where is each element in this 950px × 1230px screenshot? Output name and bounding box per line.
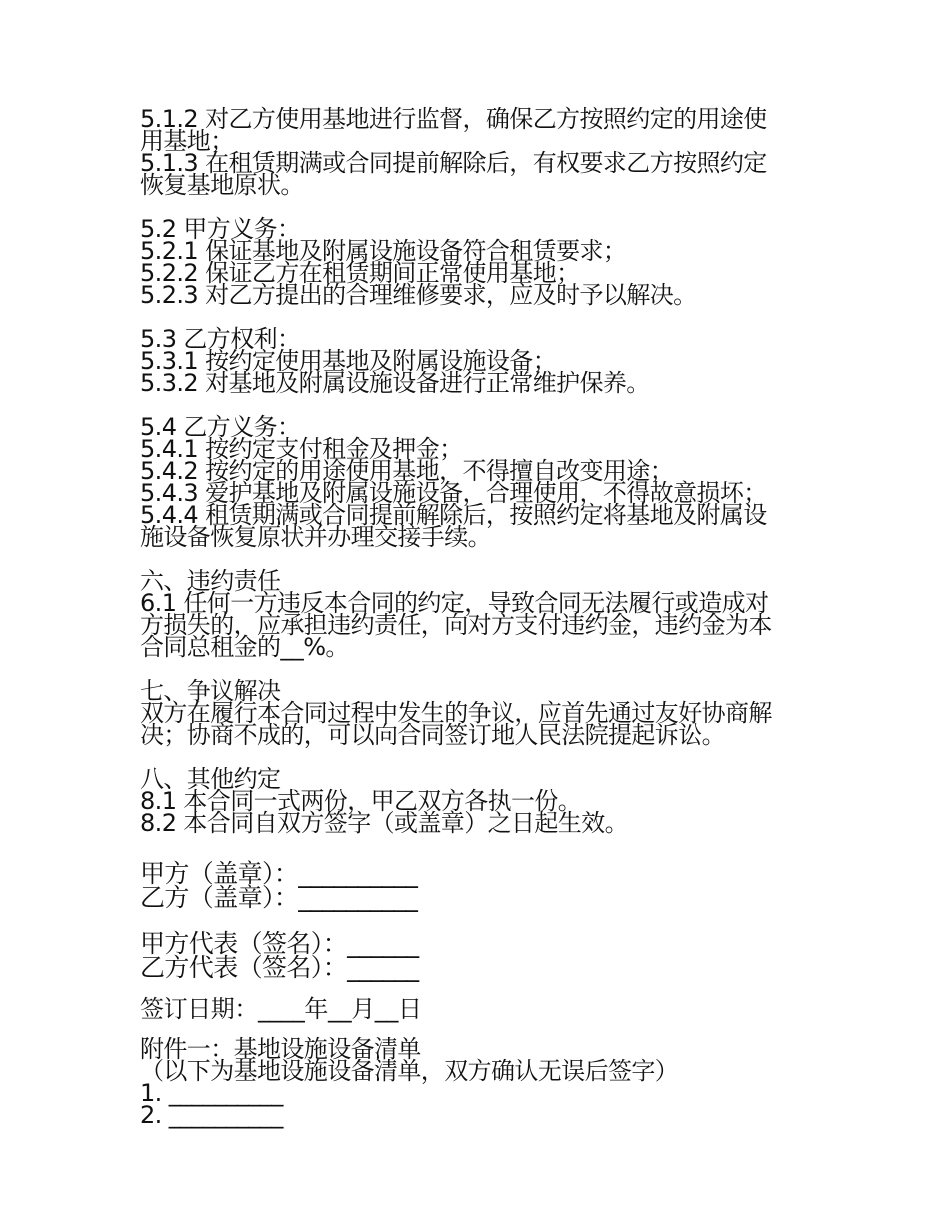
clause-5-4-1: 5.4.1 按约定支付租金及押金；: [140, 435, 463, 463]
annex-note: （以下为基地设施设备清单，双方确认无误后签字）: [140, 1057, 679, 1085]
clause-6-1-line2: 方损失的，应承担违约责任，向对方支付违约金，违约金为本: [140, 611, 772, 639]
dispute-text-line2: 决；协商不成的，可以向合同签订地人民法院提起诉讼。: [140, 721, 725, 749]
clause-5-4-2: 5.4.2 按约定的用途使用基地，不得擅自改变用途；: [140, 457, 674, 485]
section-heading-dispute: 七、争议解决: [140, 677, 281, 705]
annex-title: 附件一：基地设施设备清单: [140, 1035, 421, 1063]
dispute-text-line1: 双方在履行本合同过程中发生的争议，应首先通过友好协商解: [140, 699, 772, 727]
clause-5-2-1: 5.2.1 保证基地及附属设施设备符合租赁要求；: [140, 237, 627, 265]
clause-5-1-3-line2: 恢复基地原状。: [140, 171, 304, 199]
clause-8-2: 8.2 本合同自双方签字（或盖章）之日起生效。: [140, 809, 628, 837]
sign-date-line: 签订日期：____年__月__日: [140, 995, 422, 1023]
annex-item-1: 1. __________: [140, 1079, 283, 1107]
clause-5-1-2-line1: 5.1.2 对乙方使用基地进行监督，确保乙方按照约定的用途使: [140, 105, 767, 133]
party-b-rep-line: 乙方代表（签名）：______: [140, 953, 419, 982]
clause-5-4-3: 5.4.3 爱护基地及附属设施设备，合理使用，不得故意损坏；: [140, 479, 767, 507]
clause-5-2-2: 5.2.2 保证乙方在租赁期间正常使用基地；: [140, 259, 580, 287]
annex-item-2: 2. __________: [140, 1101, 283, 1129]
clause-5-4-4-line2: 施设备恢复原状并办理交接手续。: [140, 523, 491, 551]
clause-5-2-3: 5.2.3 对乙方提出的合理维修要求，应及时予以解决。: [140, 281, 697, 309]
clause-5-1-2-line2: 用基地；: [140, 127, 234, 155]
party-a-rep-line: 甲方代表（签名）：______: [140, 929, 419, 958]
section-heading-5-2: 5.2 甲方义务：: [140, 215, 301, 243]
party-b-seal-line: 乙方（盖章）：__________: [140, 883, 418, 912]
section-heading-breach: 六、违约责任: [140, 567, 281, 595]
section-heading-other: 八、其他约定: [140, 765, 281, 793]
clause-6-1-line3: 合同总租金的__%。: [140, 633, 349, 661]
clause-5-4-4-line1: 5.4.4 租赁期满或合同提前解除后，按照约定将基地及附属设: [140, 501, 767, 529]
section-heading-5-3: 5.3 乙方权利：: [140, 325, 301, 353]
party-a-seal-line: 甲方（盖章）：__________: [140, 859, 418, 888]
clause-6-1-line1: 6.1 任何一方违反本合同的约定，导致合同无法履行或造成对: [140, 589, 769, 617]
clause-5-1-3-line1: 5.1.3 在租赁期满或合同提前解除后，有权要求乙方按照约定: [140, 149, 767, 177]
clause-5-3-2: 5.3.2 对基地及附属设施设备进行正常维护保养。: [140, 369, 650, 397]
clause-8-1: 8.1 本合同一式两份，甲乙双方各执一份。: [140, 787, 582, 815]
section-heading-5-4: 5.4 乙方义务：: [140, 413, 301, 441]
contract-page: [140, 105, 820, 1129]
clause-5-3-1: 5.3.1 按约定使用基地及附属设施设备；: [140, 347, 557, 375]
